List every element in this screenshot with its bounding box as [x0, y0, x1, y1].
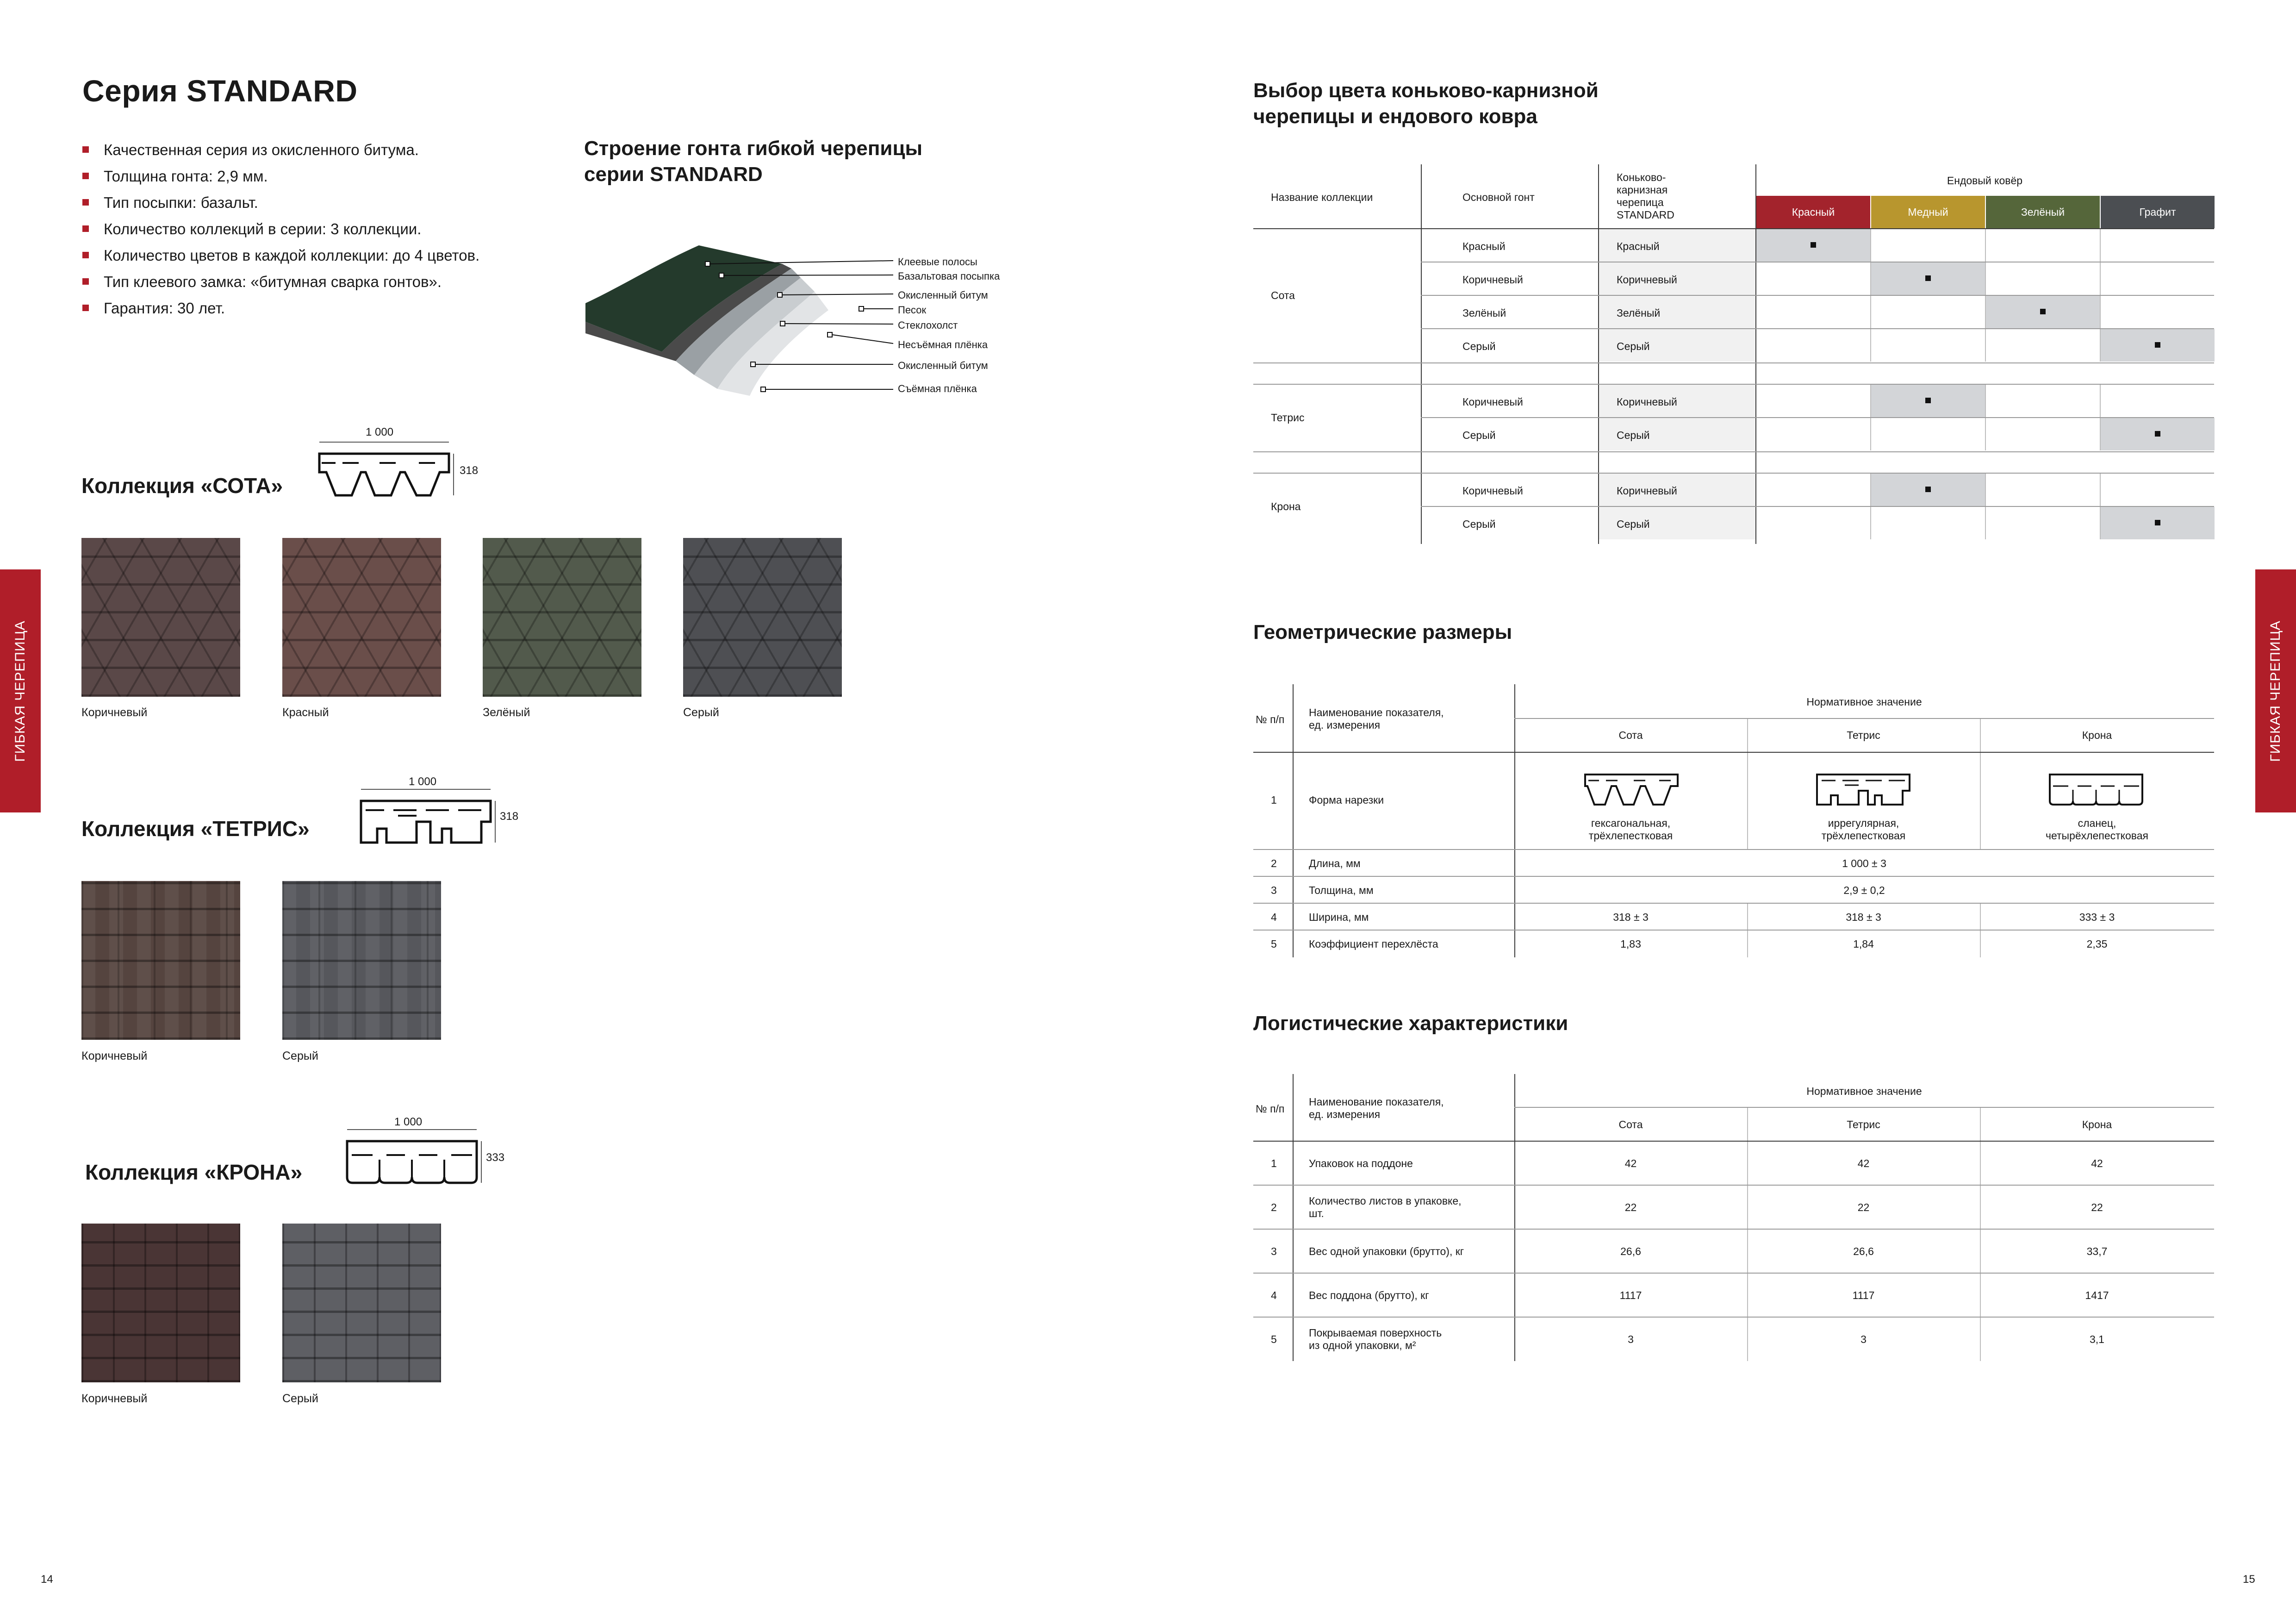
row-value: 26,6 [1853, 1245, 1874, 1257]
swatch-tetris-grey [282, 881, 441, 1040]
row-value: 318 ± 3 [1846, 911, 1881, 923]
row-base: Серый [1462, 518, 1496, 530]
header-num: № п/п [1256, 713, 1285, 725]
row-value: 42 [2091, 1157, 2103, 1169]
row-name: Покрываемая поверхность из одной упаковки, м² [1309, 1327, 1442, 1351]
list-item: Качественная серия из окисленного битума. [82, 137, 479, 163]
side-tab-left: ГИБКАЯ ЧЕРЕПИЦА [0, 569, 41, 812]
row-value: 3,1 [2090, 1333, 2104, 1345]
header-num: № п/п [1256, 1103, 1285, 1115]
geometry-title: Геометрические размеры [1253, 621, 1512, 643]
list-item: Количество коллекций в серии: 3 коллекции. [82, 216, 479, 242]
header-col: Крона [2082, 1118, 2112, 1131]
row-name: Вес одной упаковки (брутто), кг [1309, 1245, 1464, 1257]
swatch-sota-brown [81, 538, 240, 697]
swatch-label: Коричневый [81, 1392, 148, 1405]
swatch-krona-grey [282, 1224, 441, 1382]
row-base: Зелёный [1462, 307, 1506, 319]
row-value: 3 [1628, 1333, 1634, 1345]
row-value: 1417 [2085, 1289, 2109, 1301]
row-name: Ширина, мм [1309, 911, 1369, 923]
structure-title: Строение гонта гибкой черепицы серии STANDARD [584, 137, 923, 186]
shape-tetris-icon [1815, 772, 1912, 809]
dim-width: 1 000 [394, 1116, 423, 1128]
valley-header-label: Красный [1792, 206, 1835, 218]
row-ridge: Серый [1617, 518, 1650, 530]
col-header-valley: Ендовый ковёр [1947, 175, 2023, 187]
color-choice-title: Выбор цвета коньково-карнизной черепицы и ендового ковра [1253, 79, 1599, 128]
valley-header-label: Медный [1908, 206, 1948, 218]
row-value: 22 [1624, 1201, 1637, 1213]
tetris-shape-icon [356, 787, 500, 847]
row-num: 4 [1271, 911, 1277, 923]
feature-list [82, 137, 479, 321]
row-value: 33,7 [2086, 1245, 2108, 1257]
row-value: 1,83 [1620, 938, 1641, 950]
dim-height: 318 [460, 464, 479, 477]
valley-mark [1925, 398, 1931, 403]
valley-mark [1811, 242, 1816, 248]
row-value: 22 [2091, 1201, 2103, 1213]
header-name: Наименование показателя, ед. измерения [1309, 706, 1444, 731]
row-value: 2,35 [2086, 938, 2108, 950]
swatch-label: Красный [282, 706, 329, 719]
dim-height: 333 [486, 1151, 505, 1164]
col-header-collection: Название коллекции [1271, 191, 1373, 203]
header-col: Тетрис [1847, 1118, 1880, 1131]
row-name: Упаковок на поддоне [1309, 1157, 1413, 1169]
header-col: Сота [1618, 729, 1643, 741]
collection-title-sota: Коллекция «СОТА» [81, 474, 283, 498]
valley-mark [2040, 309, 2046, 314]
header-col: Сота [1618, 1118, 1643, 1131]
row-value: 42 [1624, 1157, 1637, 1169]
row-value: 3 [1860, 1333, 1867, 1345]
row-base: Серый [1462, 340, 1496, 352]
row-base: Красный [1462, 240, 1506, 252]
row-base: Коричневый [1462, 274, 1523, 286]
col-header-ridge: Коньково- карнизная черепица STANDARD [1617, 171, 1674, 221]
page-number-left: 14 [41, 1573, 53, 1586]
row-ridge: Коричневый [1617, 274, 1677, 286]
row-ridge: Зелёный [1617, 307, 1661, 319]
swatch-sota-red [282, 538, 441, 697]
swatch-sota-grey [683, 538, 842, 697]
row-base: Серый [1462, 429, 1496, 441]
shape-desc: гексагональная, трёхлепестковая [1588, 817, 1673, 842]
header-norm: Нормативное значение [1806, 696, 1922, 708]
row-num: 2 [1271, 857, 1277, 869]
sota-shape-icon [315, 440, 458, 500]
row-collection: Сота [1271, 289, 1295, 301]
valley-header-label: Графит [2139, 206, 2176, 218]
swatch-label: Коричневый [81, 706, 148, 719]
header-norm: Нормативное значение [1806, 1085, 1922, 1097]
valley-mark [1925, 275, 1931, 281]
row-value: 2,9 ± 0,2 [1843, 884, 1885, 896]
dim-height: 318 [500, 810, 519, 823]
header-col: Тетрис [1847, 729, 1880, 741]
logistics-title: Логистические характеристики [1253, 1012, 1568, 1035]
row-base: Коричневый [1462, 485, 1523, 497]
row-ridge: Коричневый [1617, 485, 1677, 497]
row-value: 318 ± 3 [1613, 911, 1649, 923]
row-value: 1 000 ± 3 [1842, 857, 1886, 869]
list-item: Толщина гонта: 2,9 мм. [82, 163, 479, 189]
row-collection: Тетрис [1271, 412, 1305, 424]
krona-shape-icon [342, 1127, 486, 1187]
swatch-label: Серый [282, 1049, 318, 1062]
swatch-label: Серый [683, 706, 719, 719]
collection-title-tetris: Коллекция «ТЕТРИС» [81, 817, 310, 841]
valley-mark [2155, 342, 2160, 348]
row-ridge: Коричневый [1617, 396, 1677, 408]
valley-header-label: Зелёный [2021, 206, 2065, 218]
row-ridge: Красный [1617, 240, 1660, 252]
row-num: 5 [1271, 938, 1277, 950]
color-table [1253, 164, 2214, 544]
row-ridge: Серый [1617, 429, 1650, 441]
swatch-sota-green [483, 538, 641, 697]
col-header-base: Основной гонт [1462, 191, 1535, 203]
shape-desc: сланец, четырёхлепестковая [2046, 817, 2148, 842]
list-item: Гарантия: 30 лет. [82, 295, 479, 321]
row-num: 4 [1271, 1289, 1277, 1301]
row-value: 22 [1857, 1201, 1870, 1213]
row-num: 2 [1271, 1201, 1277, 1213]
valley-mark [2155, 431, 2160, 437]
logistics-table [1253, 1074, 2214, 1361]
geometry-table [1253, 684, 2214, 957]
list-item: Количество цветов в каждой коллекции: до 4 цветов. [82, 242, 479, 269]
row-name: Количество листов в упаковке, шт. [1309, 1195, 1462, 1219]
shape-krona-icon [2047, 772, 2145, 809]
swatch-tetris-brown [81, 881, 240, 1040]
shape-desc: иррегулярная, трёхлепестковая [1821, 817, 1906, 842]
row-value: 26,6 [1620, 1245, 1641, 1257]
row-name: Форма нарезки [1309, 794, 1384, 806]
row-value: 1117 [1619, 1289, 1642, 1301]
row-value: 333 ± 3 [2079, 911, 2115, 923]
row-base: Коричневый [1462, 396, 1523, 408]
row-num: 5 [1271, 1333, 1277, 1345]
row-value: 1,84 [1853, 938, 1874, 950]
dim-width: 1 000 [366, 426, 394, 438]
valley-mark [2155, 520, 2160, 525]
swatch-label: Зелёный [483, 706, 530, 719]
swatch-label: Коричневый [81, 1049, 148, 1062]
page-number-right: 15 [2243, 1573, 2255, 1586]
row-num: 3 [1271, 884, 1277, 896]
side-tab-right: ГИБКАЯ ЧЕРЕПИЦА [2255, 569, 2296, 812]
shape-sota-icon [1583, 772, 1680, 809]
row-name: Длина, мм [1309, 857, 1361, 869]
dim-width: 1 000 [409, 775, 437, 788]
row-num: 3 [1271, 1245, 1277, 1257]
row-ridge: Серый [1617, 340, 1650, 352]
swatch-krona-brown [81, 1224, 240, 1382]
row-name: Вес поддона (брутто), кг [1309, 1289, 1429, 1301]
row-value: 42 [1857, 1157, 1870, 1169]
header-name: Наименование показателя, ед. измерения [1309, 1096, 1444, 1120]
row-name: Коэффициент перехлёста [1309, 938, 1438, 950]
list-item: Тип посыпки: базальт. [82, 189, 479, 216]
valley-mark [1925, 487, 1931, 492]
header-col: Крона [2082, 729, 2112, 741]
page-title: Серия STANDARD [82, 74, 358, 108]
list-item: Тип клеевого замка: «битумная сварка гонтов». [82, 269, 479, 295]
row-collection: Крона [1271, 500, 1301, 512]
collection-title-krona: Коллекция «КРОНА» [85, 1160, 303, 1184]
swatch-label: Серый [282, 1392, 318, 1405]
row-value: 1117 [1852, 1289, 1875, 1301]
row-name: Толщина, мм [1309, 884, 1374, 896]
row-num: 1 [1271, 794, 1277, 806]
row-num: 1 [1271, 1157, 1277, 1169]
